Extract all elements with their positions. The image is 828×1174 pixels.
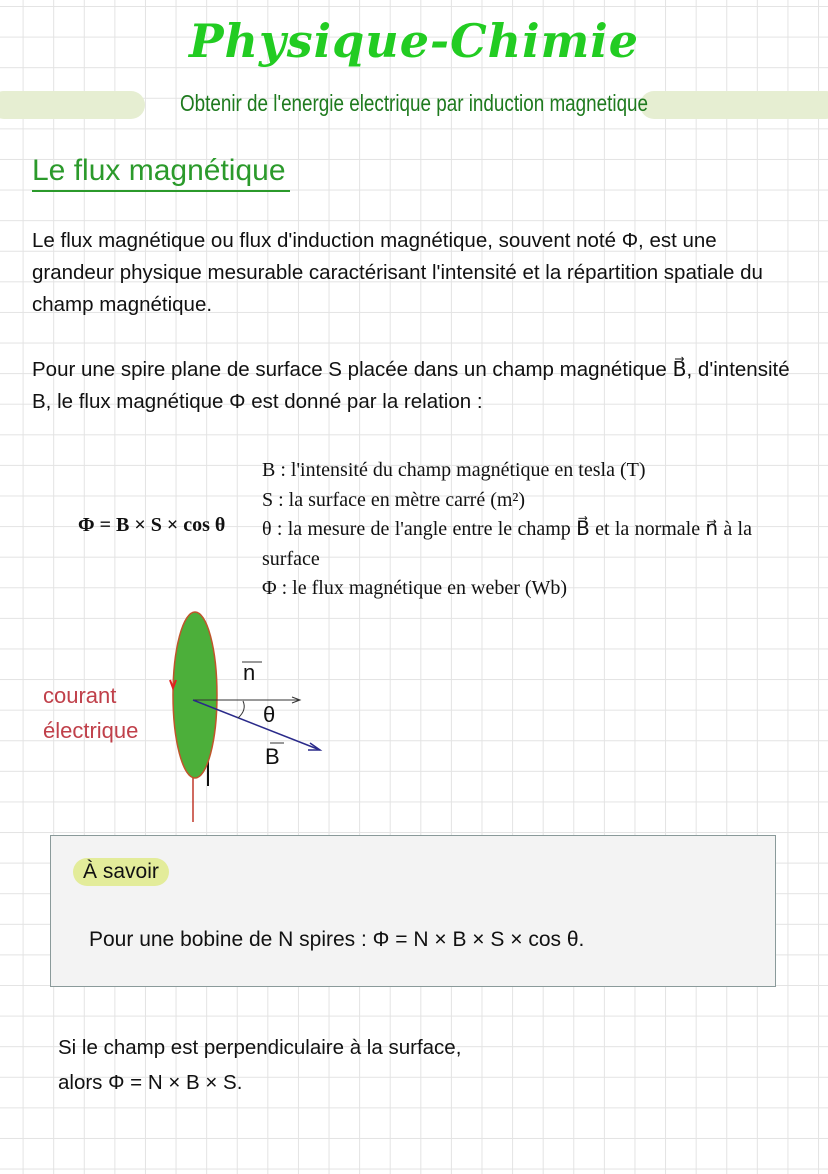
definitions-list <box>262 456 752 604</box>
page-title: Physique-Chimie <box>188 14 640 68</box>
intro-paragraph: Le flux magnétique ou flux d'induction magnétique, souvent noté Φ, est une grandeur physique mesurable caractérisant l'intensité et la répartition spatiale du champ magnétique. <box>32 229 763 316</box>
current-label <box>43 678 138 748</box>
definition-theta: θ : la mesure de l'angle entre le champ B⃗ et la normale n⃗ à la surface <box>262 518 752 570</box>
conclusion-line1: Si le champ est perpendiculaire à la surface, <box>58 1036 462 1059</box>
conclusion <box>58 1030 461 1100</box>
theta-label: θ <box>263 702 276 727</box>
angle-arc <box>238 701 244 718</box>
know-box <box>50 835 776 987</box>
n-label: n <box>243 660 256 685</box>
current-label-line1: courant <box>43 683 117 708</box>
definition-b: B : l'intensité du champ magnétique en tesla (T) <box>262 459 646 481</box>
conclusion-line2: alors Φ = N × B × S. <box>58 1071 243 1094</box>
flux-formula: Φ = B × S × cos θ <box>78 514 226 536</box>
loop-surface <box>173 612 217 778</box>
relation-paragraph: Pour une spire plane de surface S placée dans un champ magnétique B⃗, d'intensité B, le flux magnétique Φ est donné par la relation : <box>32 358 790 413</box>
know-text: Pour une bobine de N spires : Φ = N × B × S × cos θ. <box>89 928 585 951</box>
know-tag: À savoir <box>73 858 169 886</box>
definition-phi: Φ : le flux magnétique en weber (Wb) <box>262 577 568 599</box>
page-subtitle: Obtenir de l'energie electrique par induction magnetique <box>179 90 649 116</box>
spire-diagram <box>30 600 350 835</box>
section-heading: Le flux magnétique <box>32 152 290 192</box>
b-label: B <box>265 744 280 769</box>
current-label-line2: électrique <box>43 718 139 743</box>
definition-s: S : la surface en mètre carré (m²) <box>262 488 526 511</box>
